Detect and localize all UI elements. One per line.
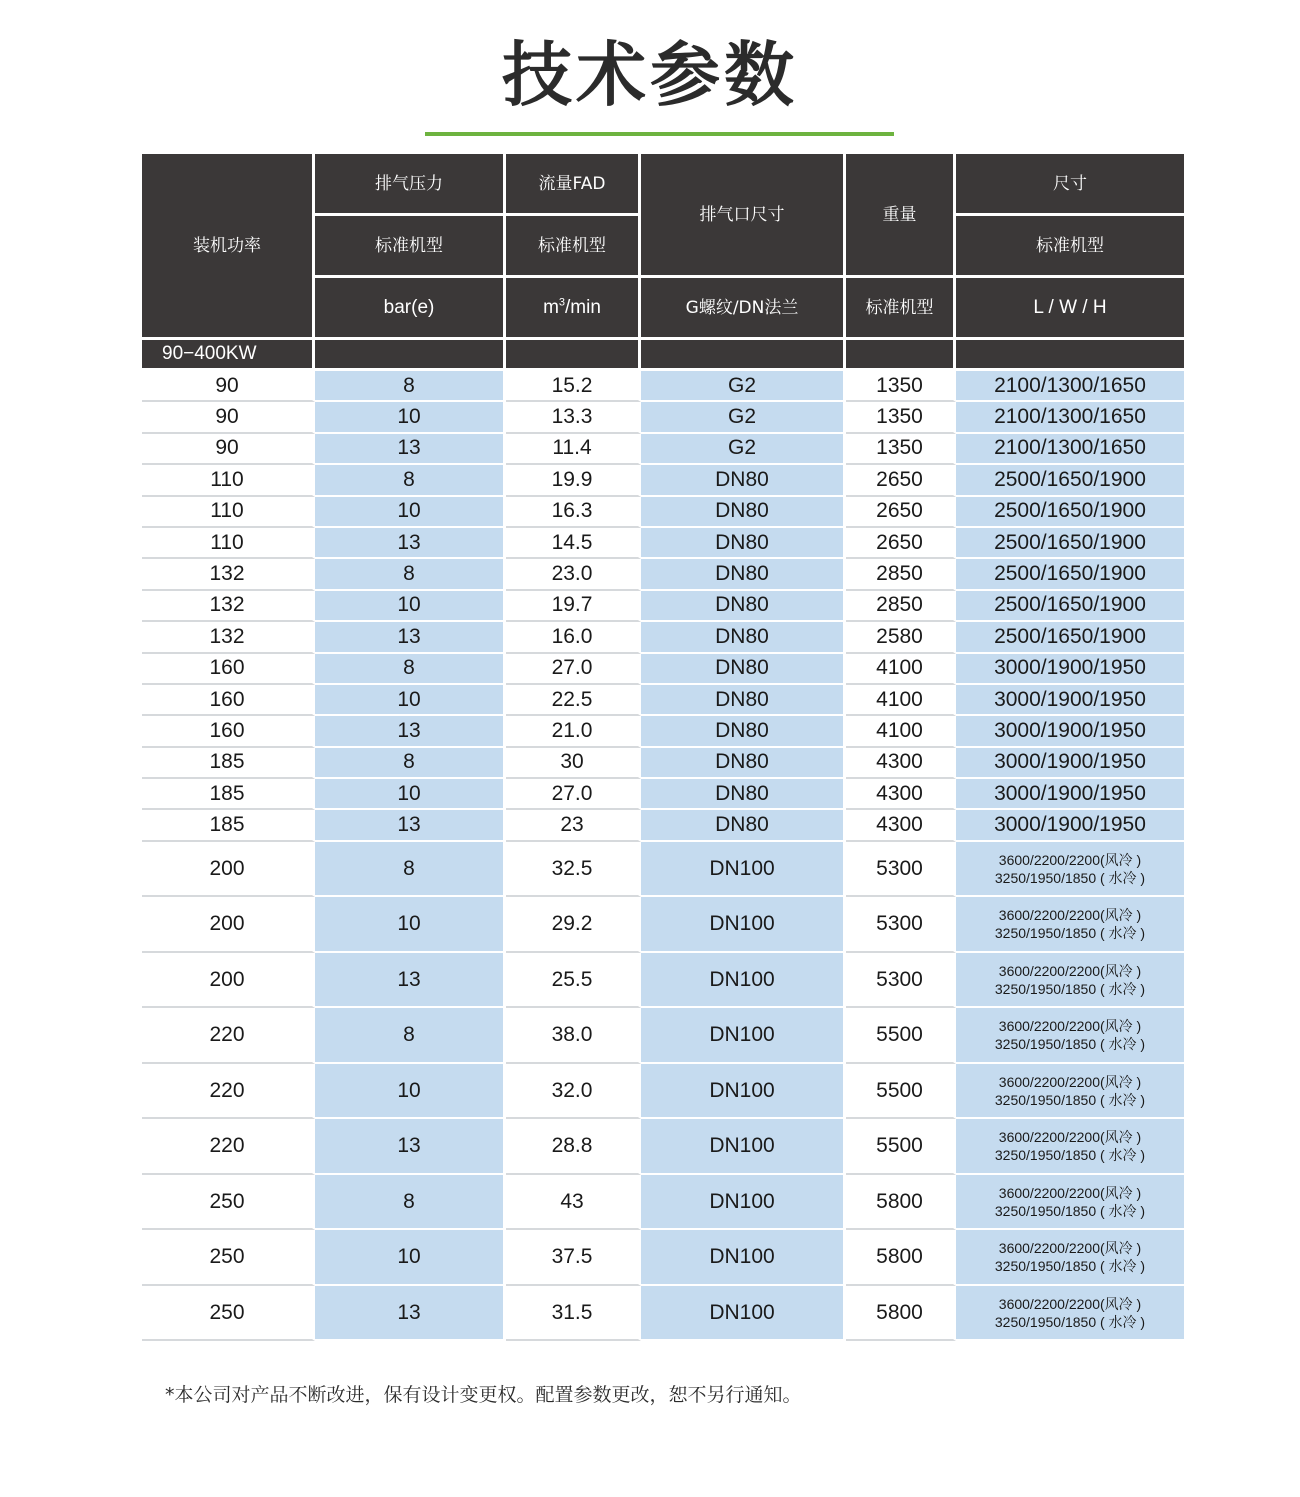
cell-weight: 2650 [846,465,956,496]
cell-weight: 4100 [846,685,956,716]
header-pressure-unit: bar(e) [315,278,506,340]
cell-outlet: DN100 [641,1119,846,1175]
header-empty-cell [506,340,641,371]
cell-outlet: DN80 [641,685,846,716]
header-flow-std: 标准机型 [506,216,641,278]
header-power-range: 90−400KW [142,340,315,371]
cell-outlet: DN80 [641,748,846,779]
cell-outlet: G2 [641,434,846,465]
cell-outlet: DN100 [641,953,846,1009]
cell-pressure: 13 [315,434,506,465]
header-size-unit: L / W / H [956,278,1184,340]
cell-flow: 37.5 [506,1230,641,1286]
header-empty-cell [315,340,506,371]
cell-flow: 19.7 [506,591,641,622]
cell-outlet: DN80 [641,591,846,622]
cell-outlet: DN100 [641,897,846,953]
cell-power: 160 [142,685,315,716]
cell-size: 2100/1300/1650 [956,402,1184,433]
cell-weight: 4100 [846,716,956,747]
cell-flow: 13.3 [506,402,641,433]
cell-power: 185 [142,748,315,779]
table-row [142,622,1184,653]
cell-size [956,953,1184,1009]
size-line: 3250/1950/1850 ( 水冷 ) [994,1313,1146,1330]
cell-flow: 28.8 [506,1119,641,1175]
title-underline [425,132,894,136]
cell-outlet: G2 [641,402,846,433]
page-title: 技术参数 [502,34,798,116]
cell-size: 2500/1650/1900 [956,465,1184,496]
cell-size: 3000/1900/1950 [956,779,1184,810]
cell-pressure: 13 [315,1286,506,1342]
cell-size: 2500/1650/1900 [956,497,1184,528]
cell-weight: 4300 [846,748,956,779]
cell-flow: 16.0 [506,622,641,653]
cell-outlet: DN100 [641,842,846,898]
header-size-std: 标准机型 [956,216,1184,278]
size-line: 3600/2200/2200(风冷 ) [998,1295,1142,1312]
cell-flow: 15.2 [506,371,641,402]
size-line: 3600/2200/2200(风冷 ) [998,1184,1142,1201]
table-row [142,897,1184,953]
cell-weight: 5500 [846,1119,956,1175]
flow-unit-rest: /min [565,296,601,318]
cell-size: 3000/1900/1950 [956,716,1184,747]
cell-size: 3000/1900/1950 [956,748,1184,779]
cell-flow: 14.5 [506,528,641,559]
cell-pressure: 8 [315,1008,506,1064]
cell-power: 110 [142,497,315,528]
cell-power: 132 [142,591,315,622]
cell-power: 200 [142,897,315,953]
size-line: 3250/1950/1850 ( 水冷 ) [994,1258,1146,1275]
cell-flow: 30 [506,748,641,779]
table-row [142,1286,1184,1342]
cell-size: 3000/1900/1950 [956,810,1184,841]
cell-flow: 38.0 [506,1008,641,1064]
size-line: 3600/2200/2200(风冷 ) [998,1240,1142,1257]
size-line: 3600/2200/2200(风冷 ) [998,907,1142,924]
cell-pressure: 8 [315,748,506,779]
table-row [142,748,1184,779]
cell-weight: 1350 [846,434,956,465]
table-row [142,591,1184,622]
cell-size: 2500/1650/1900 [956,622,1184,653]
cell-power: 200 [142,842,315,898]
size-line: 3600/2200/2200(风冷 ) [998,851,1142,868]
cell-power: 90 [142,434,315,465]
table-row [142,1175,1184,1231]
footnote: *本公司对产品不断改进，保有设计变更权。配置参数更改，恕不另行通知。 [165,1384,802,1406]
cell-outlet: DN80 [641,810,846,841]
size-line: 3600/2200/2200(风冷 ) [998,1018,1142,1035]
cell-flow: 11.4 [506,434,641,465]
header-empty-cell [641,340,846,371]
header-power: 装机功率 [142,154,315,340]
cell-pressure: 8 [315,559,506,590]
cell-power: 90 [142,402,315,433]
cell-pressure: 8 [315,371,506,402]
cell-flow: 23 [506,810,641,841]
cell-pressure: 10 [315,591,506,622]
cell-flow: 29.2 [506,897,641,953]
cell-flow: 16.3 [506,497,641,528]
flow-unit-sup: 3 [558,296,566,309]
cell-size: 3000/1900/1950 [956,685,1184,716]
size-line: 3250/1950/1850 ( 水冷 ) [994,869,1146,886]
cell-weight: 1350 [846,371,956,402]
table-row [142,1230,1184,1286]
header-flow-unit [506,278,641,340]
cell-power: 250 [142,1230,315,1286]
cell-size [956,1286,1184,1342]
cell-size: 3000/1900/1950 [956,654,1184,685]
cell-size: 2500/1650/1900 [956,591,1184,622]
cell-weight: 5300 [846,842,956,898]
table-row [142,371,1184,402]
header-weight-std: 标准机型 [846,278,956,340]
size-line: 3250/1950/1850 ( 水冷 ) [994,1202,1146,1219]
header-size: 尺寸 [956,154,1184,216]
cell-weight: 2850 [846,559,956,590]
cell-size: 2500/1650/1900 [956,559,1184,590]
cell-outlet: DN80 [641,559,846,590]
header-empty-cell [956,340,1184,371]
cell-power: 220 [142,1119,315,1175]
cell-outlet: DN80 [641,716,846,747]
cell-power: 250 [142,1175,315,1231]
table-row [142,779,1184,810]
size-line: 3250/1950/1850 ( 水冷 ) [994,1091,1146,1108]
flow-unit-base: m [543,296,559,318]
table-row [142,559,1184,590]
spec-table-header [142,154,1184,371]
cell-pressure: 8 [315,842,506,898]
cell-power: 132 [142,559,315,590]
cell-size [956,1175,1184,1231]
cell-flow: 23.0 [506,559,641,590]
cell-pressure: 13 [315,953,506,1009]
cell-weight: 5300 [846,953,956,1009]
size-line: 3250/1950/1850 ( 水冷 ) [994,1036,1146,1053]
header-pressure: 排气压力 [315,154,506,216]
cell-outlet: DN80 [641,779,846,810]
cell-weight: 5300 [846,897,956,953]
table-row [142,402,1184,433]
cell-outlet: DN100 [641,1064,846,1120]
table-row [142,1119,1184,1175]
header-pressure-std: 标准机型 [315,216,506,278]
cell-flow: 27.0 [506,779,641,810]
table-row [142,434,1184,465]
header-flow: 流量FAD [506,154,641,216]
table-row [142,842,1184,898]
cell-flow: 32.0 [506,1064,641,1120]
size-line: 3250/1950/1850 ( 水冷 ) [994,980,1146,997]
cell-size: 2100/1300/1650 [956,371,1184,402]
cell-power: 220 [142,1064,315,1120]
size-line: 3600/2200/2200(风冷 ) [998,1073,1142,1090]
size-line: 3600/2200/2200(风冷 ) [998,962,1142,979]
cell-flow: 25.5 [506,953,641,1009]
cell-pressure: 13 [315,622,506,653]
cell-weight: 1350 [846,402,956,433]
cell-outlet: DN80 [641,528,846,559]
cell-pressure: 10 [315,497,506,528]
size-line: 3600/2200/2200(风冷 ) [998,1129,1142,1146]
cell-pressure: 10 [315,897,506,953]
cell-weight: 5800 [846,1286,956,1342]
cell-power: 200 [142,953,315,1009]
cell-pressure: 8 [315,1175,506,1231]
cell-power: 160 [142,654,315,685]
cell-flow: 19.9 [506,465,641,496]
cell-outlet: DN100 [641,1230,846,1286]
table-row [142,465,1184,496]
cell-size: 2500/1650/1900 [956,528,1184,559]
cell-weight: 5500 [846,1008,956,1064]
cell-flow: 27.0 [506,654,641,685]
size-line: 3250/1950/1850 ( 水冷 ) [994,1147,1146,1164]
cell-flow: 32.5 [506,842,641,898]
cell-outlet: DN100 [641,1008,846,1064]
cell-weight: 4300 [846,779,956,810]
table-row [142,497,1184,528]
cell-power: 160 [142,716,315,747]
cell-outlet: G2 [641,371,846,402]
cell-flow: 31.5 [506,1286,641,1342]
cell-size [956,1064,1184,1120]
cell-power: 185 [142,779,315,810]
table-row [142,528,1184,559]
header-outlet: 排气口尺寸 [641,154,846,278]
cell-power: 132 [142,622,315,653]
cell-size [956,897,1184,953]
cell-outlet: DN80 [641,497,846,528]
header-empty-cell [846,340,956,371]
cell-power: 110 [142,528,315,559]
cell-pressure: 10 [315,402,506,433]
cell-size [956,842,1184,898]
cell-outlet: DN80 [641,622,846,653]
cell-flow: 21.0 [506,716,641,747]
cell-pressure: 10 [315,1230,506,1286]
cell-weight: 5500 [846,1064,956,1120]
cell-outlet: DN100 [641,1175,846,1231]
cell-power: 220 [142,1008,315,1064]
cell-pressure: 8 [315,465,506,496]
cell-weight: 2580 [846,622,956,653]
table-row [142,685,1184,716]
cell-size [956,1230,1184,1286]
cell-pressure: 10 [315,685,506,716]
cell-power: 250 [142,1286,315,1342]
cell-outlet: DN80 [641,465,846,496]
cell-weight: 4300 [846,810,956,841]
table-row [142,1064,1184,1120]
cell-weight: 2850 [846,591,956,622]
cell-power: 110 [142,465,315,496]
table-row [142,716,1184,747]
header-outlet-unit: G螺纹/DN法兰 [641,278,846,340]
cell-power: 90 [142,371,315,402]
spec-table [142,154,1184,1341]
header-weight: 重量 [846,154,956,278]
cell-size: 2100/1300/1650 [956,434,1184,465]
cell-outlet: DN80 [641,654,846,685]
table-row [142,953,1184,1009]
cell-flow: 43 [506,1175,641,1231]
spec-table-body [142,371,1184,1341]
cell-pressure: 13 [315,1119,506,1175]
cell-weight: 4100 [846,654,956,685]
cell-outlet: DN100 [641,1286,846,1342]
cell-pressure: 8 [315,654,506,685]
cell-pressure: 13 [315,810,506,841]
cell-flow: 22.5 [506,685,641,716]
cell-pressure: 10 [315,779,506,810]
size-line: 3250/1950/1850 ( 水冷 ) [994,925,1146,942]
cell-weight: 5800 [846,1230,956,1286]
table-row [142,810,1184,841]
cell-pressure: 13 [315,528,506,559]
cell-pressure: 13 [315,716,506,747]
cell-pressure: 10 [315,1064,506,1120]
cell-size [956,1008,1184,1064]
cell-weight: 2650 [846,497,956,528]
cell-weight: 5800 [846,1175,956,1231]
table-row [142,1008,1184,1064]
cell-size [956,1119,1184,1175]
cell-power: 185 [142,810,315,841]
cell-weight: 2650 [846,528,956,559]
table-row [142,654,1184,685]
